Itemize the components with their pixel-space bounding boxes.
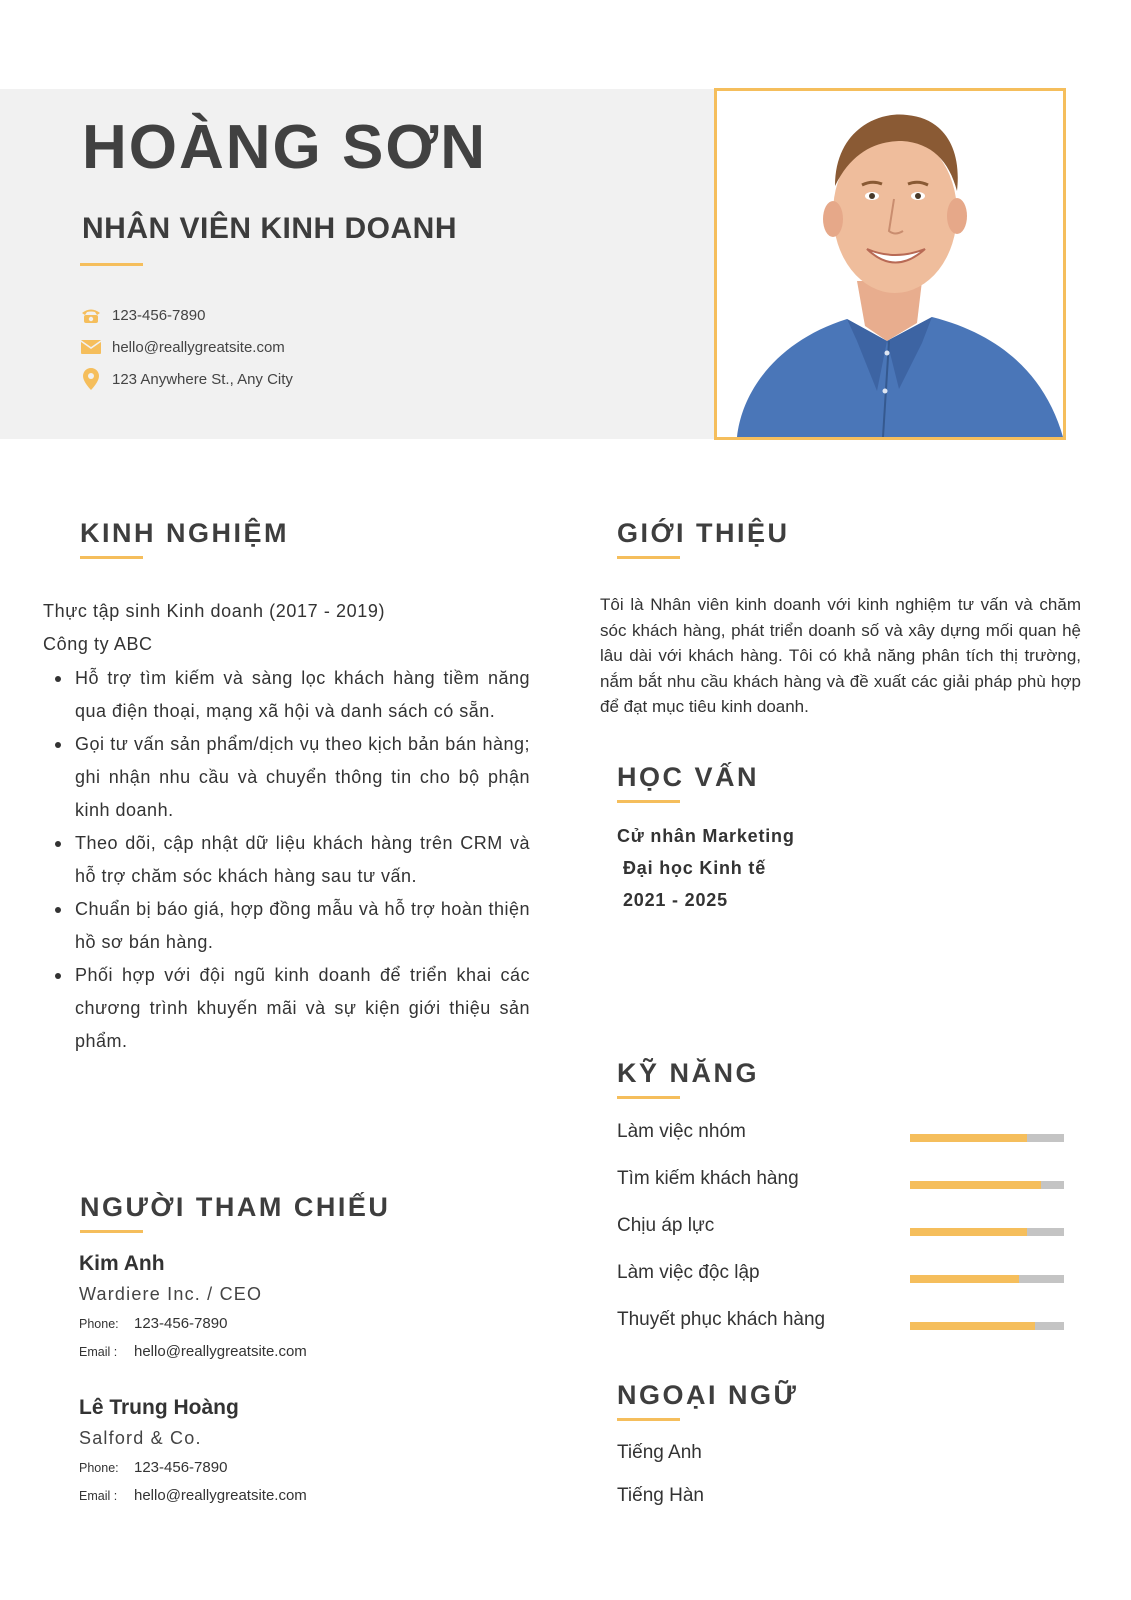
skill-label: Làm việc nhóm xyxy=(617,1121,746,1142)
skills-title-underline xyxy=(617,1096,680,1099)
reference-org: Salford & Co. xyxy=(79,1428,202,1448)
references-title: NGƯỜI THAM CHIẾU xyxy=(80,1192,391,1222)
contact-address-text: 123 Anywhere St., Any City xyxy=(112,370,293,388)
location-pin-icon xyxy=(80,368,102,390)
reference-org: Wardiere Inc. / CEO xyxy=(79,1284,263,1304)
skill-bar-fill xyxy=(910,1322,1035,1330)
reference-email-label: Email : xyxy=(79,1345,118,1359)
reference-phone-label: Phone: xyxy=(79,1317,119,1331)
skill-bar-fill xyxy=(910,1228,1027,1236)
education-school: Đại học Kinh tế xyxy=(623,858,767,878)
reference-phone: 123-456-7890 xyxy=(134,1315,228,1332)
experience-company: Công ty ABC xyxy=(43,634,153,654)
skill-label: Làm việc độc lập xyxy=(617,1262,760,1283)
skill-label: Tìm kiếm khách hàng xyxy=(617,1168,799,1189)
reference-phone-label: Phone: xyxy=(79,1461,119,1475)
experience-role: Thực tập sinh Kinh doanh (2017 - 2019) xyxy=(43,601,386,621)
reference-email: hello@reallygreatsite.com xyxy=(134,1487,307,1504)
skill-bar xyxy=(910,1134,1064,1142)
languages-title-underline xyxy=(617,1418,680,1421)
languages-title: NGOẠI NGỮ xyxy=(617,1380,799,1410)
education-years: 2021 - 2025 xyxy=(623,890,728,910)
skill-bar xyxy=(910,1228,1064,1236)
references-title-underline xyxy=(80,1230,143,1233)
reference-name: Kim Anh xyxy=(79,1252,165,1275)
skill-bar-fill xyxy=(910,1134,1027,1142)
list-item: Theo dõi, cập nhật dữ liệu khách hàng trên CRM và hỗ trợ chăm sóc khách hàng sau tư vấn. xyxy=(50,827,530,893)
mail-icon xyxy=(80,336,102,358)
skill-bar xyxy=(910,1322,1064,1330)
reference-email: hello@reallygreatsite.com xyxy=(134,1343,307,1360)
reference-name: Lê Trung Hoàng xyxy=(79,1396,239,1419)
contact-phone xyxy=(80,303,205,327)
experience-title-underline xyxy=(80,556,143,559)
contact-phone-text: 123-456-7890 xyxy=(112,306,206,324)
skills-title: KỸ NĂNG xyxy=(617,1058,760,1088)
skill-bar-fill xyxy=(910,1275,1019,1283)
language-item: Tiếng Anh xyxy=(617,1442,702,1463)
education-title-underline xyxy=(617,800,680,803)
profile-photo-illustration xyxy=(717,91,1063,437)
profile-photo xyxy=(714,88,1066,440)
skill-label: Chịu áp lực xyxy=(617,1215,715,1236)
skill-bar xyxy=(910,1181,1064,1189)
about-text: Tôi là Nhân viên kinh doanh với kinh nghiệm tư vấn và chăm sóc khách hàng, phát triển doanh số và xây dựng mối quan hệ lâu dài với khách hàng. Tôi có khả năng phân tích thị trường, nắm bắt nhu cầu khách hàng và đề xuất các giải pháp phù hợp để đạt mục tiêu kinh doanh. xyxy=(600,595,1081,716)
phone-icon xyxy=(80,304,102,326)
about-title-underline xyxy=(617,556,680,559)
about-title: GIỚI THIỆU xyxy=(617,518,790,548)
list-item: Gọi tư vấn sản phẩm/dịch vụ theo kịch bản bán hàng; ghi nhận nhu cầu và chuyển thông tin cho bộ phận kinh doanh. xyxy=(50,728,530,827)
reference-phone: 123-456-7890 xyxy=(134,1459,228,1476)
education-degree: Cử nhân Marketing xyxy=(617,826,795,846)
job-title: NHÂN VIÊN KINH DOANH xyxy=(82,212,458,245)
contact-email-text: hello@reallygreatsite.com xyxy=(112,338,285,356)
language-item: Tiếng Hàn xyxy=(617,1485,704,1506)
experience-title: KINH NGHIỆM xyxy=(80,518,289,548)
job-title-underline xyxy=(80,263,143,266)
skill-bar-fill xyxy=(910,1181,1041,1189)
skill-label: Thuyết phục khách hàng xyxy=(617,1309,826,1330)
skill-bar xyxy=(910,1275,1064,1283)
contact-address xyxy=(80,367,293,391)
list-item: Hỗ trợ tìm kiếm và sàng lọc khách hàng tiềm năng qua điện thoại, mạng xã hội và danh sách có sẵn. xyxy=(50,662,530,728)
experience-bullet-list xyxy=(50,662,530,1058)
candidate-name: HOÀNG SƠN xyxy=(82,113,488,182)
list-item: Chuẩn bị báo giá, hợp đồng mẫu và hỗ trợ hoàn thiện hồ sơ bán hàng. xyxy=(50,893,530,959)
list-item: Phối hợp với đội ngũ kinh doanh để triển khai các chương trình khuyến mãi và sự kiện giới thiệu sản phẩm. xyxy=(50,959,530,1058)
contact-email xyxy=(80,335,285,359)
reference-email-label: Email : xyxy=(79,1489,118,1503)
education-title: HỌC VẤN xyxy=(617,762,760,792)
